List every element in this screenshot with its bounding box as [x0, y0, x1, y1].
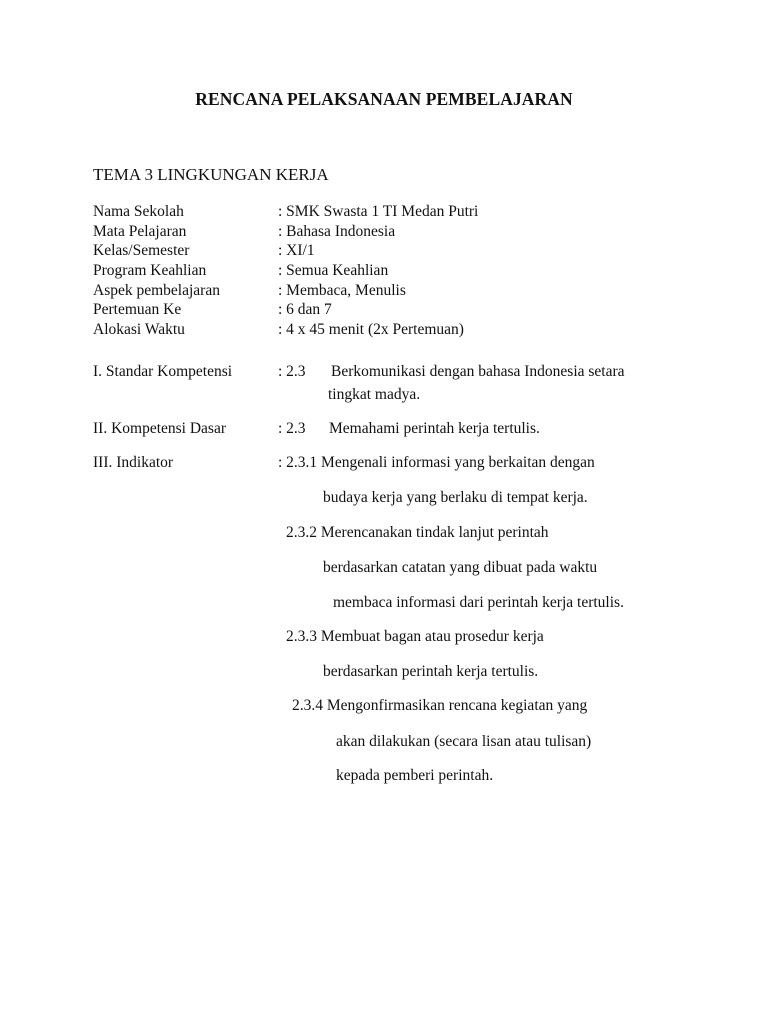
value-nama-sekolah: : SMK Swasta 1 TI Medan Putri [278, 203, 479, 220]
indikator-2-3-4-line1: 2.3.4 Mengonfirmasikan rencana kegiatan yang [292, 697, 588, 714]
theme-heading: TEMA 3 LINGKUNGAN KERJA [93, 165, 329, 184]
value-mata-pelajaran: : Bahasa Indonesia [278, 223, 396, 240]
label-alokasi-waktu: Alokasi Waktu [93, 321, 185, 338]
indikator-2-3-4-line3: kepada pemberi perintah. [336, 767, 494, 784]
kompetensi-dasar-prefix: : 2.3 [278, 420, 306, 437]
kompetensi-dasar-text: Memahami perintah kerja tertulis. [329, 420, 540, 437]
label-pertemuan-ke: Pertemuan Ke [93, 301, 182, 318]
label-kelas-semester: Kelas/Semester [93, 242, 190, 259]
standar-kompetensi-prefix: : 2.3 [278, 363, 306, 380]
indikator-2-3-3-line2: berdasarkan perintah kerja tertulis. [323, 663, 539, 680]
label-aspek-pembelajaran: Aspek pembelajaran [93, 282, 220, 299]
value-alokasi-waktu: : 4 x 45 menit (2x Pertemuan) [278, 321, 464, 338]
value-kelas-semester: : XI/1 [278, 242, 315, 259]
indikator-2-3-1-line2: budaya kerja yang berlaku di tempat kerja. [323, 489, 588, 506]
indikator-2-3-1-line1: : 2.3.1 Mengenali informasi yang berkaitan dengan [278, 454, 595, 471]
indikator-2-3-4-line2: akan dilakukan (secara lisan atau tulisan) [336, 733, 592, 750]
indikator-2-3-2-line3: membaca informasi dari perintah kerja tertulis. [333, 594, 624, 611]
value-pertemuan-ke: : 6 dan 7 [278, 301, 332, 318]
label-standar-kompetensi: I. Standar Kompetensi [93, 363, 233, 380]
value-program-keahlian: : Semua Keahlian [278, 262, 389, 279]
label-mata-pelajaran: Mata Pelajaran [93, 223, 187, 240]
document-title: RENCANA PELAKSANAAN PEMBELAJARAN [195, 89, 573, 109]
label-program-keahlian: Program Keahlian [93, 262, 207, 279]
indikator-2-3-3-line1: 2.3.3 Membuat bagan atau prosedur kerja [286, 628, 544, 645]
label-kompetensi-dasar: II. Kompetensi Dasar [93, 420, 226, 437]
indikator-2-3-2-line1: 2.3.2 Merencanakan tindak lanjut perintah [286, 524, 549, 541]
standar-kompetensi-line1: Berkomunikasi dengan bahasa Indonesia setara [331, 363, 625, 380]
label-nama-sekolah: Nama Sekolah [93, 203, 184, 220]
value-aspek-pembelajaran: : Membaca, Menulis [278, 282, 406, 299]
label-indikator: III. Indikator [93, 454, 174, 471]
standar-kompetensi-line2: tingkat madya. [328, 386, 421, 403]
indikator-2-3-2-line2: berdasarkan catatan yang dibuat pada waktu [323, 559, 598, 576]
